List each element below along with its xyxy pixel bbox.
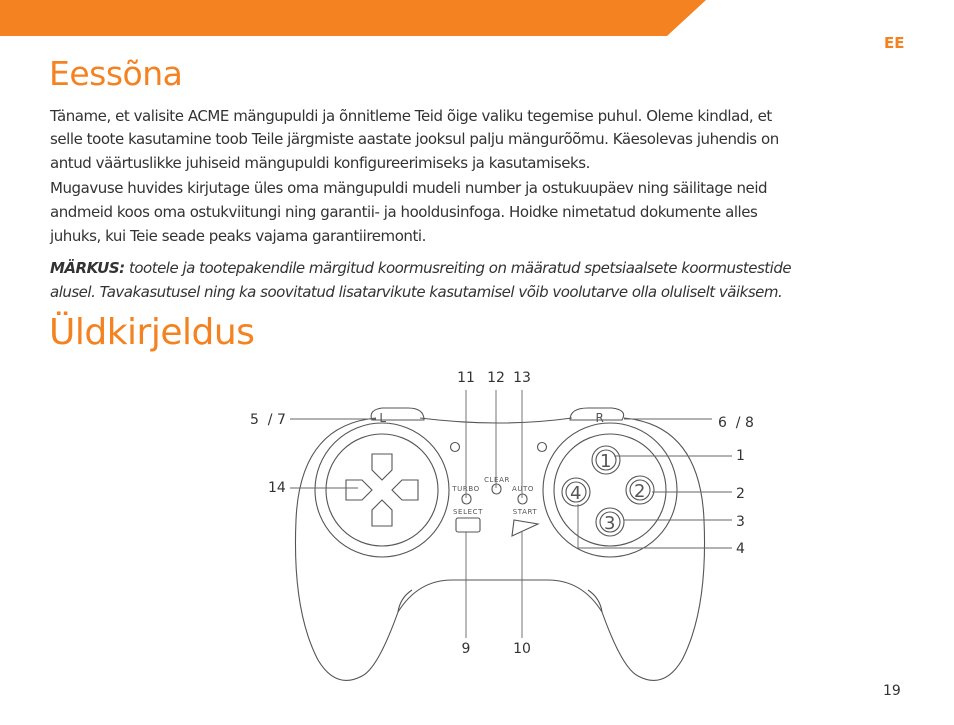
clear-button xyxy=(492,484,501,494)
callout-11: 11 xyxy=(457,370,475,386)
intro-heading: Eessõna xyxy=(49,54,183,93)
intro-line-4: Mugavuse huvides kirjutage üles oma mängupuldi mudeli number ja ostukuupäev ning säilitage neid xyxy=(50,179,768,197)
start-label: START xyxy=(512,508,538,516)
note-label: MÄRKUS: xyxy=(50,259,125,277)
callout-1: 1 xyxy=(736,448,745,464)
button-1-label: 1 xyxy=(599,451,613,472)
dpad-down-icon xyxy=(372,500,392,526)
controller-outline xyxy=(295,408,704,680)
note-line-1: tootele ja tootepakendile märgitud koormusreiting on määratud spetsiaalsete koormustestide xyxy=(128,259,792,277)
intro-line-1: Täname, et valisite ACME mängupuldi ja õnnitleme Teid õige valiku tegemise puhul. Oleme kindlad, et xyxy=(50,107,772,125)
overview-heading: Üldkirjeldus xyxy=(49,312,255,353)
auto-label: AUTO xyxy=(511,485,535,493)
r-shoulder-label: R xyxy=(595,411,605,425)
dpad-left-icon xyxy=(346,480,372,500)
callout-lines xyxy=(290,390,732,638)
callout-12: 12 xyxy=(487,370,505,386)
dpad-area xyxy=(315,423,449,557)
gamepad-diagram xyxy=(240,360,780,690)
callout-5-7: 5 / 7 xyxy=(250,412,286,428)
callout-13: 13 xyxy=(513,370,531,386)
language-code: EE xyxy=(884,34,905,52)
button-3-label: 3 xyxy=(603,513,617,534)
button-4-label: 4 xyxy=(569,483,583,504)
right-led-icon xyxy=(538,443,547,452)
dpad-up-icon xyxy=(372,454,392,480)
intro-line-2: selle toote kasutamine toob Teile järgmiste aastate jooksul palju mängurõõmu. Käesolevas juhendis on xyxy=(50,130,779,148)
callout-10: 10 xyxy=(513,641,531,657)
note-block xyxy=(50,256,884,304)
callout-4: 4 xyxy=(736,541,745,557)
start-button xyxy=(512,520,538,536)
callout-2: 2 xyxy=(736,486,745,502)
page-number: 19 xyxy=(883,683,901,699)
action-button-area xyxy=(543,423,677,557)
turbo-label: TURBO xyxy=(452,485,480,493)
clear-label: CLEAR xyxy=(484,476,510,484)
intro-line-3: antud väärtuslikke juhiseid mängupuldi konfigureerimiseks ja kasutamiseks. xyxy=(50,154,590,172)
orange-header-bar xyxy=(0,0,954,36)
intro-line-5: andmeid koos oma ostukviitungi ning garantii- ja hooldusinfoga. Hoidke nimetatud dokumente alles xyxy=(50,203,758,221)
callout-14: 14 xyxy=(268,480,286,496)
note-line-2: alusel. Tavakasutusel ning ka soovitatud lisatarvikute kasutamisel võib voolutarve olla oluliselt väiksem. xyxy=(50,283,783,301)
callout-9: 9 xyxy=(461,641,471,657)
l-shoulder-label: L xyxy=(379,411,387,425)
left-led-icon xyxy=(451,443,460,452)
callout-3: 3 xyxy=(736,514,745,530)
auto-button xyxy=(518,494,527,504)
select-label: SELECT xyxy=(453,508,483,516)
intro-line-6: juhuks, kui Teie seade peaks vajama garantiiremonti. xyxy=(50,227,426,245)
callout-6-8: 6 / 8 xyxy=(718,415,754,431)
dpad-right-icon xyxy=(392,480,418,500)
turbo-button xyxy=(462,494,471,504)
button-2-label: 2 xyxy=(633,481,647,502)
select-button xyxy=(456,518,480,532)
